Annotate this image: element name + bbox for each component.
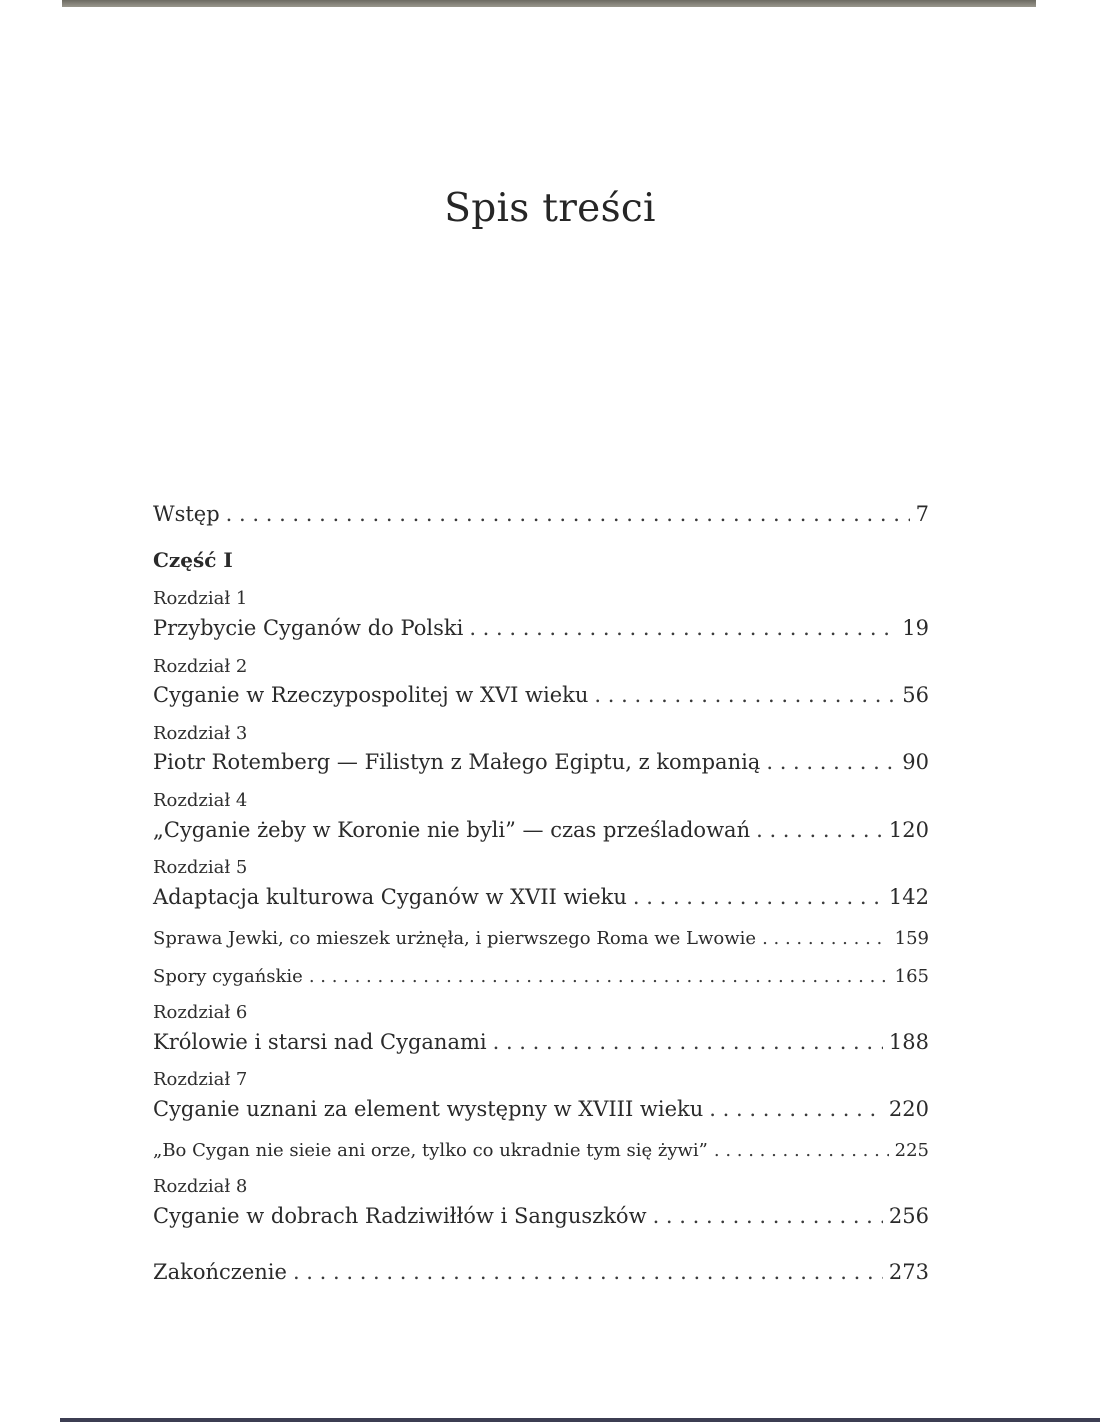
toc-entry-title: Piotr Rotemberg — Filistyn z Małego Egiptu, z kompanią: [153, 750, 761, 774]
toc-entry-title: Spory cygańskie: [153, 966, 303, 987]
part-heading: Część I: [153, 548, 233, 572]
toc-entry-page: 120: [888, 818, 929, 842]
toc-entry-subsection[interactable]: [153, 925, 929, 953]
chapter-label: Rozdział 2: [153, 656, 248, 677]
chapter-label: Rozdział 8: [153, 1176, 248, 1197]
toc-entry-page: 165: [894, 966, 929, 987]
toc-entry-chapter-4[interactable]: [153, 816, 929, 844]
scan-edge-top: [62, 0, 1036, 7]
dot-leader: [309, 963, 889, 991]
dot-leader: [493, 1028, 883, 1056]
toc-entry-title: Cyganie uznani za element występny w XVIII wieku: [153, 1097, 704, 1121]
dot-leader: [293, 1258, 883, 1286]
toc-entry-title: Wstęp: [153, 502, 220, 526]
toc-entry-subsection[interactable]: [153, 963, 929, 991]
chapter-label: Rozdział 5: [153, 857, 248, 878]
toc-entry-title: Zakończenie: [153, 1260, 287, 1284]
chapter-label: Rozdział 3: [153, 723, 248, 744]
toc-entry-chapter-2[interactable]: [153, 681, 929, 709]
toc-entry-chapter-6[interactable]: [153, 1028, 929, 1056]
scan-edge-bottom: [60, 1418, 1100, 1422]
dot-leader: [226, 500, 910, 528]
toc-entry-page: 159: [894, 928, 929, 949]
toc-entry-intro[interactable]: [153, 500, 929, 528]
toc-entry-ending[interactable]: [153, 1258, 929, 1286]
dot-leader: [756, 816, 883, 844]
chapter-label: Rozdział 6: [153, 1002, 248, 1023]
toc-entry-chapter-3[interactable]: [153, 748, 929, 776]
chapter-label: Rozdział 1: [153, 588, 248, 609]
chapter-label: Rozdział 7: [153, 1069, 248, 1090]
dot-leader: [762, 925, 889, 953]
toc-entry-page: 7: [915, 502, 929, 526]
dot-leader: [714, 1137, 889, 1165]
toc-entry-title: „Bo Cygan nie sieie ani orze, tylko co ukradnie tym się żywi”: [153, 1140, 708, 1161]
toc-entry-title: Cyganie w Rzeczypospolitej w XVI wieku: [153, 683, 589, 707]
dot-leader: [633, 883, 883, 911]
toc-entry-page: 56: [902, 683, 929, 707]
dot-leader: [594, 681, 896, 709]
dot-leader: [709, 1095, 883, 1123]
toc-entry-chapter-7[interactable]: [153, 1095, 929, 1123]
toc-entry-page: 19: [902, 616, 929, 640]
toc-entry-chapter-1[interactable]: [153, 614, 929, 642]
toc-entry-title: Cyganie w dobrach Radziwiłłów i Sanguszków: [153, 1204, 647, 1228]
toc-entry-chapter-8[interactable]: [153, 1202, 929, 1230]
toc-entry-subsection[interactable]: [153, 1137, 929, 1165]
dot-leader: [653, 1202, 883, 1230]
page-title: Spis treści: [444, 186, 656, 232]
dot-leader: [766, 748, 896, 776]
toc-entry-title: Sprawa Jewki, co mieszek urżnęła, i pierwszego Roma we Lwowie: [153, 928, 757, 949]
toc-entry-page: 142: [888, 885, 929, 909]
toc-entry-page: 188: [888, 1030, 929, 1054]
toc-entry-title: Królowie i starsi nad Cyganami: [153, 1030, 487, 1054]
toc-entry-chapter-5[interactable]: [153, 883, 929, 911]
toc-entry-title: „Cyganie żeby w Koronie nie byli” — czas prześladowań: [153, 818, 751, 842]
toc-entry-page: 220: [888, 1097, 929, 1121]
toc-entry-title: Przybycie Cyganów do Polski: [153, 616, 464, 640]
chapter-label: Rozdział 4: [153, 790, 248, 811]
toc-entry-title: Adaptacja kulturowa Cyganów w XVII wieku: [153, 885, 627, 909]
toc-entry-page: 273: [888, 1260, 929, 1284]
toc-entry-page: 225: [894, 1140, 929, 1161]
toc-entry-page: 90: [902, 750, 929, 774]
toc-entry-page: 256: [888, 1204, 929, 1228]
dot-leader: [469, 614, 896, 642]
